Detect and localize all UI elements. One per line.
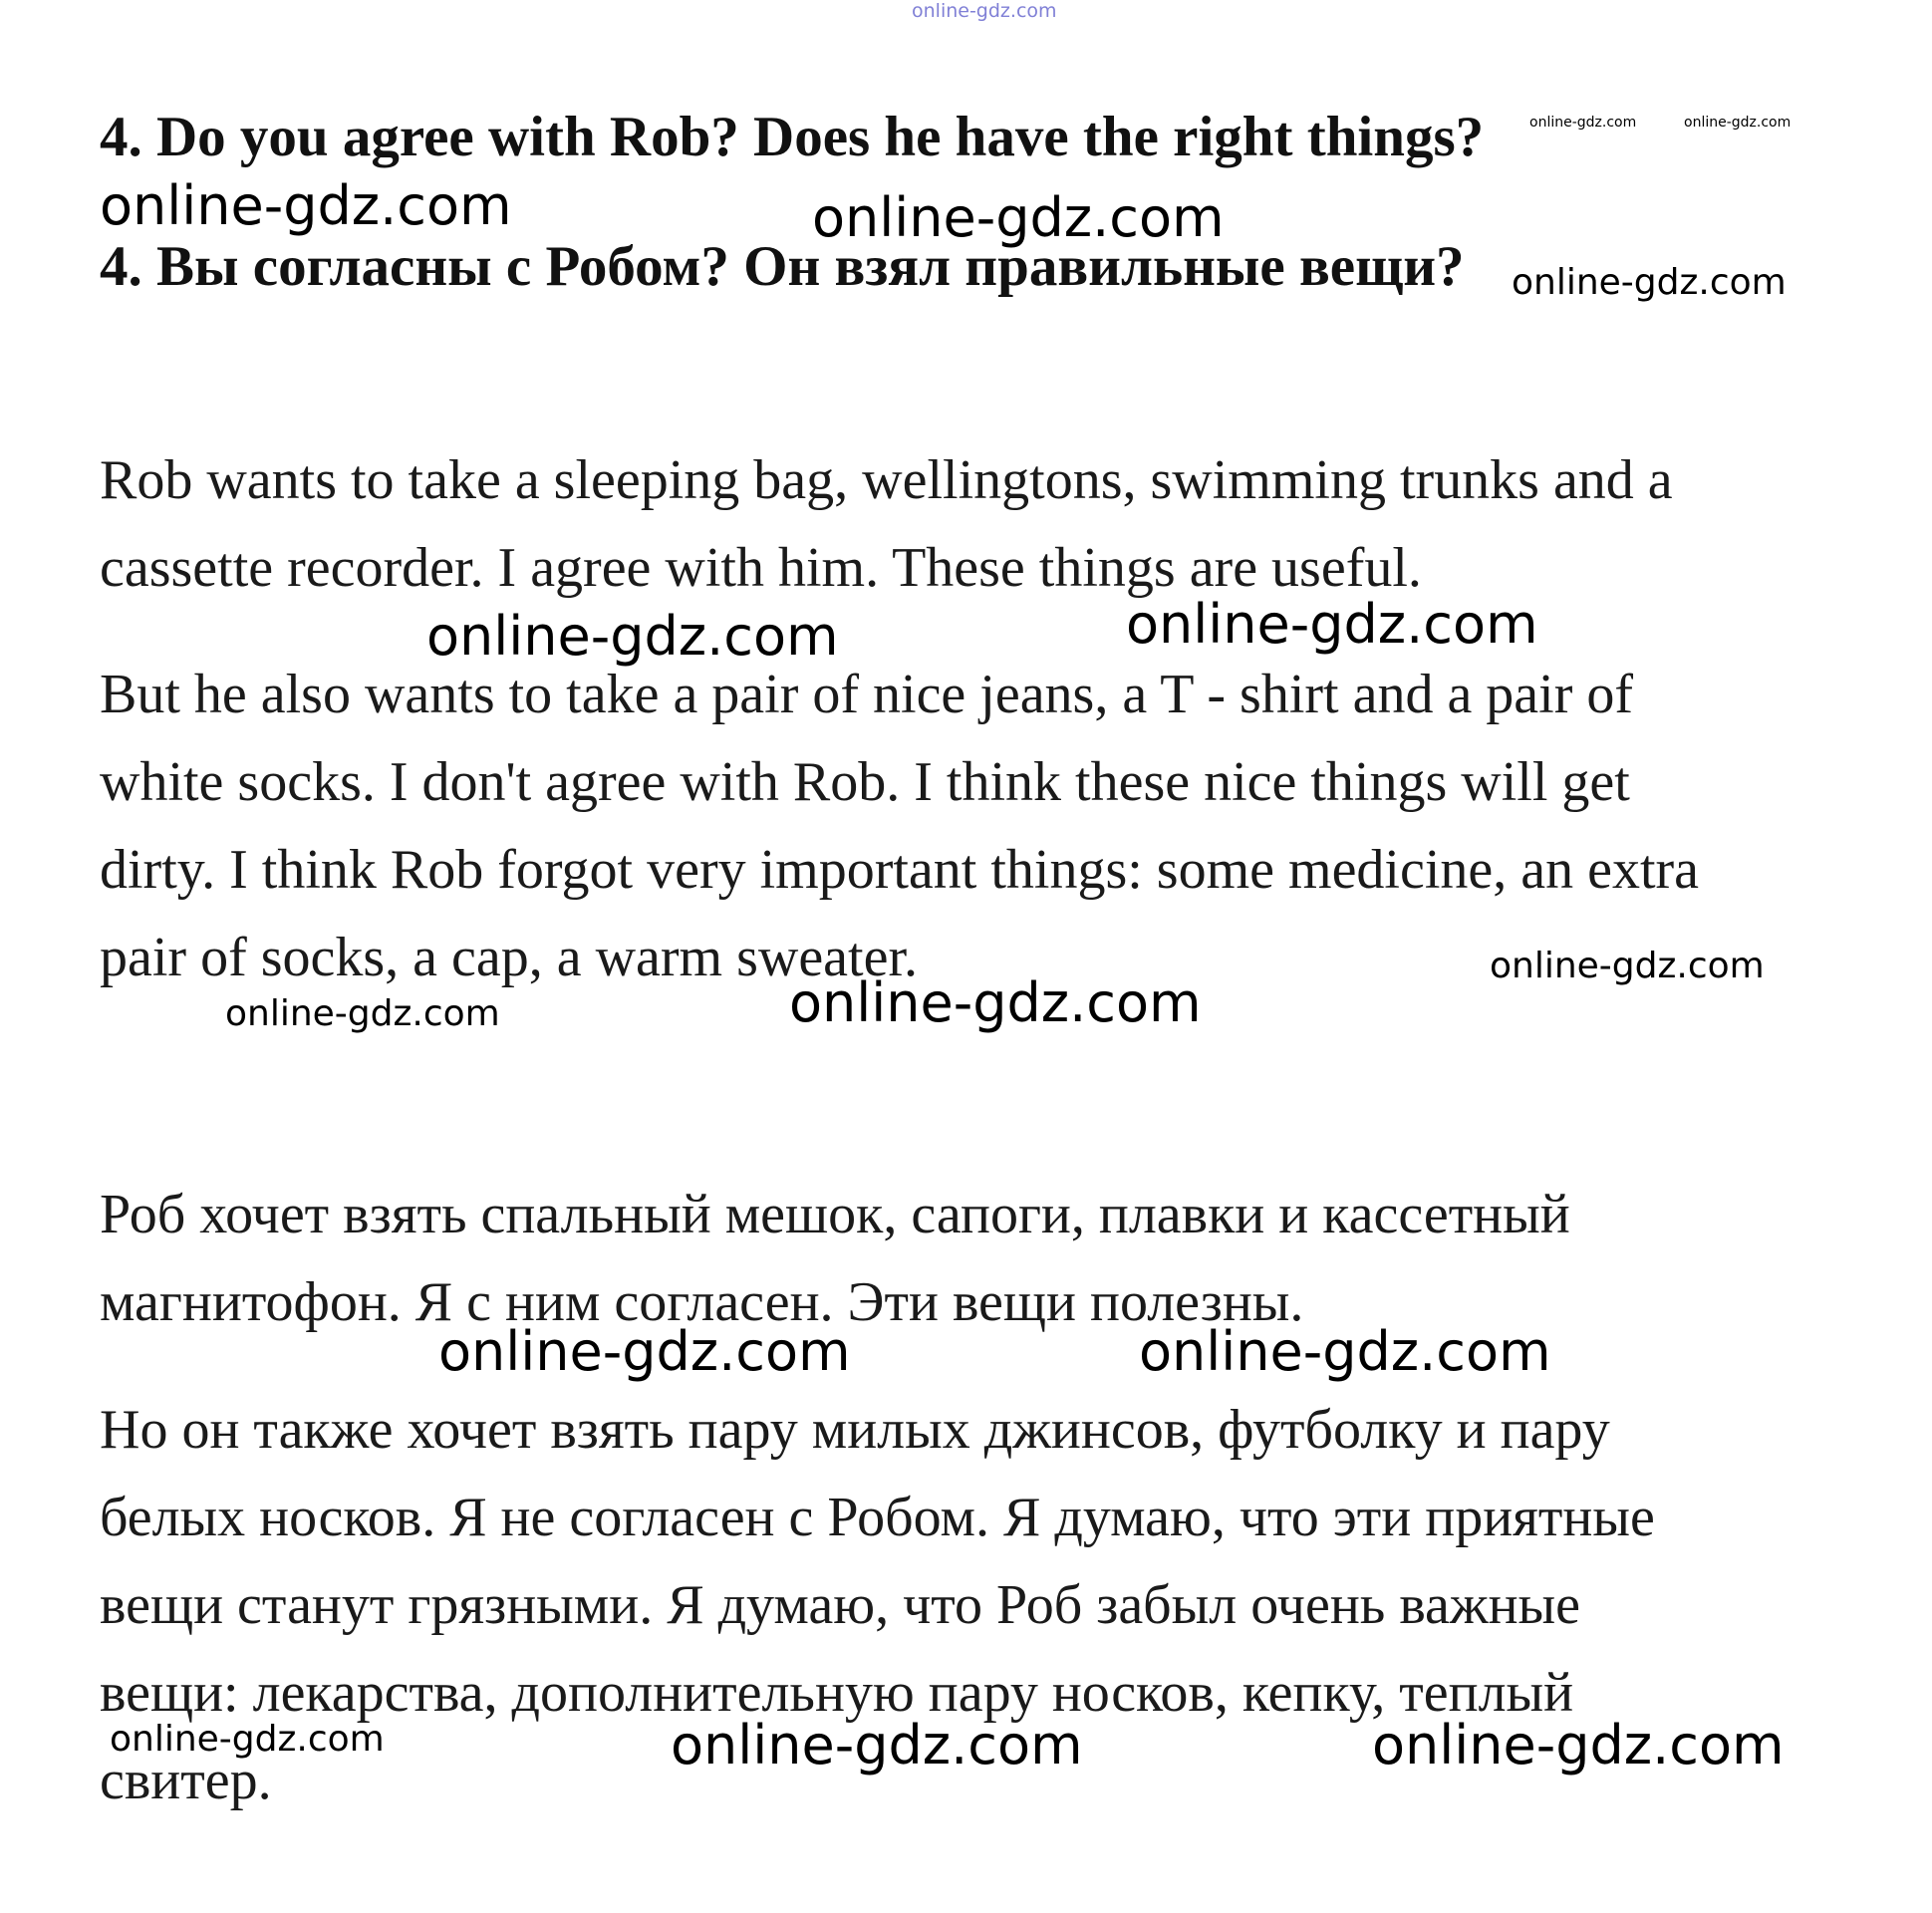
answer-russian-line-5: вещи станут грязными. Я думаю, что Роб забыл очень важные [100,1574,1581,1636]
watermark: online-gdz.com [225,993,500,1034]
watermark: online-gdz.com [671,1714,1083,1776]
answer-english-line-5: dirty. I think Rob forgot very important things: some medicine, an extra [100,839,1700,901]
watermark: online-gdz.com [1139,1320,1551,1383]
watermark: online-gdz.com [426,605,839,668]
watermark: online-gdz.com [1529,115,1637,131]
watermark: online-gdz.com [438,1320,851,1383]
task-heading-russian: 4. Вы согласны с Робом? Он взял правильные вещи? [100,235,1465,298]
watermark: online-gdz.com [789,971,1202,1034]
watermark: online-gdz.com [110,1719,385,1760]
task-heading-english: 4. Do you agree with Rob? Does he have the right things? [100,106,1485,168]
answer-english-line-4: white socks. I don't agree with Rob. I think these nice things will get [100,751,1630,813]
answer-russian-line-7: свитер. [100,1750,272,1811]
answer-russian-line-3: Но он также хочет взять пару милых джинсов, футболку и пару [100,1399,1610,1461]
answer-russian-line-2: магнитофон. Я с ним согласен. Эти вещи полезны. [100,1271,1304,1333]
answer-english-line-6: pair of socks, a cap, a warm sweater. [100,927,918,988]
answer-english-line-1: Rob wants to take a sleeping bag, wellingtons, swimming trunks and a [100,449,1673,511]
watermark: online-gdz.com [1490,946,1765,986]
answer-russian-line-1: Роб хочет взять спальный мешок, сапоги, плавки и кассетный [100,1184,1570,1245]
answer-english-line-2: cassette recorder. I agree with him. These things are useful. [100,537,1422,599]
answer-english-line-3: But he also wants to take a pair of nice jeans, a T - shirt and a pair of [100,664,1634,725]
watermark: online-gdz.com [100,174,512,237]
watermark-top: online-gdz.com [912,0,1057,22]
answer-russian-line-6: вещи: лекарства, дополнительную пару носков, кепку, теплый [100,1662,1574,1724]
watermark: online-gdz.com [1126,593,1538,656]
watermark: online-gdz.com [1684,115,1792,131]
watermark: online-gdz.com [1372,1714,1785,1776]
watermark: online-gdz.com [812,186,1225,249]
watermark: online-gdz.com [1512,262,1787,303]
answer-russian-line-4: белых носков. Я не согласен с Робом. Я думаю, что эти приятные [100,1487,1655,1548]
